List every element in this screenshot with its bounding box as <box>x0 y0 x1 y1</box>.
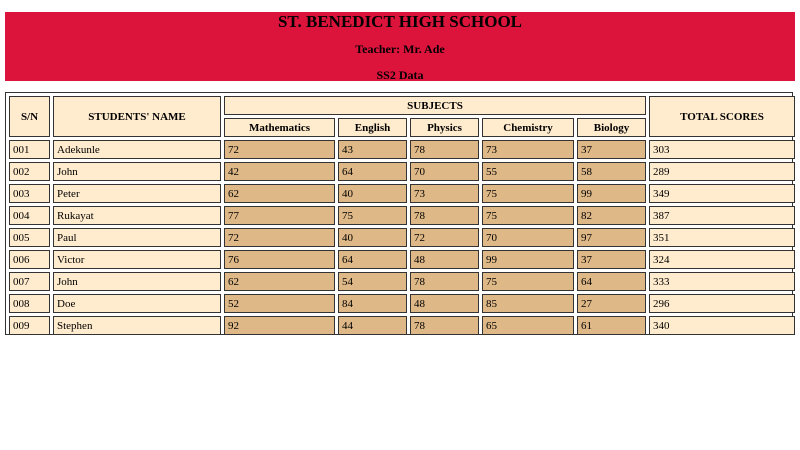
score-cell-mathematics: 62 <box>224 272 335 291</box>
table-row <box>9 184 795 203</box>
score-cell-chemistry: 55 <box>482 162 574 181</box>
student-name-cell: Paul <box>53 228 221 247</box>
total-score-cell: 296 <box>649 294 795 313</box>
class-name: SS2 Data <box>376 68 424 82</box>
score-cell-mathematics: 72 <box>224 140 335 159</box>
score-cell-chemistry: 75 <box>482 184 574 203</box>
sn-header: S/N <box>9 96 50 137</box>
score-cell-english: 43 <box>338 140 407 159</box>
score-cell-biology: 99 <box>577 184 646 203</box>
teacher-name: Teacher: Mr. Ade <box>355 42 445 56</box>
score-cell-biology: 37 <box>577 140 646 159</box>
score-cell-chemistry: 70 <box>482 228 574 247</box>
total-score-cell: 333 <box>649 272 795 291</box>
serial-number-cell: 004 <box>9 206 50 225</box>
student-name-cell: John <box>53 162 221 181</box>
student-name-cell: Peter <box>53 184 221 203</box>
serial-number-cell: 008 <box>9 294 50 313</box>
score-cell-mathematics: 77 <box>224 206 335 225</box>
score-cell-physics: 78 <box>410 206 479 225</box>
score-cell-physics: 70 <box>410 162 479 181</box>
scores-table-container <box>5 92 793 335</box>
score-cell-biology: 97 <box>577 228 646 247</box>
table-row <box>9 228 795 247</box>
score-cell-physics: 72 <box>410 228 479 247</box>
score-cell-physics: 78 <box>410 316 479 335</box>
score-cell-physics: 78 <box>410 140 479 159</box>
score-cell-english: 54 <box>338 272 407 291</box>
total-score-cell: 349 <box>649 184 795 203</box>
student-name-cell: Stephen <box>53 316 221 335</box>
subject-header-biology: Biology <box>577 118 646 137</box>
score-cell-english: 84 <box>338 294 407 313</box>
score-cell-biology: 82 <box>577 206 646 225</box>
score-cell-english: 44 <box>338 316 407 335</box>
student-name-cell: Doe <box>53 294 221 313</box>
score-cell-physics: 78 <box>410 272 479 291</box>
score-cell-english: 64 <box>338 250 407 269</box>
subject-header-mathematics: Mathematics <box>224 118 335 137</box>
total-score-cell: 351 <box>649 228 795 247</box>
score-cell-mathematics: 76 <box>224 250 335 269</box>
score-cell-english: 64 <box>338 162 407 181</box>
score-cell-physics: 48 <box>410 294 479 313</box>
score-cell-physics: 73 <box>410 184 479 203</box>
score-cell-biology: 58 <box>577 162 646 181</box>
subject-header-physics: Physics <box>410 118 479 137</box>
serial-number-cell: 009 <box>9 316 50 335</box>
table-row <box>9 272 795 291</box>
total-score-cell: 289 <box>649 162 795 181</box>
total-score-cell: 303 <box>649 140 795 159</box>
student-name-header: STUDENTS' NAME <box>53 96 221 137</box>
score-cell-mathematics: 72 <box>224 228 335 247</box>
serial-number-cell: 001 <box>9 140 50 159</box>
student-name-cell: Rukayat <box>53 206 221 225</box>
score-cell-mathematics: 92 <box>224 316 335 335</box>
score-cell-mathematics: 62 <box>224 184 335 203</box>
subjects-header: SUBJECTS <box>224 96 646 115</box>
serial-number-cell: 006 <box>9 250 50 269</box>
score-cell-physics: 48 <box>410 250 479 269</box>
table-row <box>9 206 795 225</box>
total-scores-header: TOTAL SCORES <box>649 96 795 137</box>
student-name-cell: Adekunle <box>53 140 221 159</box>
score-cell-chemistry: 75 <box>482 206 574 225</box>
score-cell-mathematics: 42 <box>224 162 335 181</box>
score-cell-chemistry: 73 <box>482 140 574 159</box>
score-cell-biology: 64 <box>577 272 646 291</box>
scores-table-body <box>9 140 795 335</box>
total-score-cell: 340 <box>649 316 795 335</box>
score-cell-mathematics: 52 <box>224 294 335 313</box>
student-name-cell: Victor <box>53 250 221 269</box>
serial-number-cell: 005 <box>9 228 50 247</box>
score-cell-biology: 27 <box>577 294 646 313</box>
student-name-cell: John <box>53 272 221 291</box>
score-cell-biology: 61 <box>577 316 646 335</box>
score-cell-english: 75 <box>338 206 407 225</box>
score-cell-english: 40 <box>338 228 407 247</box>
score-cell-chemistry: 99 <box>482 250 574 269</box>
table-row <box>9 140 795 159</box>
score-cell-chemistry: 85 <box>482 294 574 313</box>
total-score-cell: 324 <box>649 250 795 269</box>
table-row <box>9 316 795 335</box>
scores-table <box>6 93 798 338</box>
school-name: ST. BENEDICT HIGH SCHOOL <box>277 12 523 31</box>
score-cell-biology: 37 <box>577 250 646 269</box>
serial-number-cell: 003 <box>9 184 50 203</box>
table-row <box>9 294 795 313</box>
total-score-cell: 387 <box>649 206 795 225</box>
score-cell-chemistry: 75 <box>482 272 574 291</box>
subject-header-chemistry: Chemistry <box>482 118 574 137</box>
school-header <box>5 12 795 81</box>
serial-number-cell: 007 <box>9 272 50 291</box>
table-row <box>9 250 795 269</box>
table-row <box>9 162 795 181</box>
serial-number-cell: 002 <box>9 162 50 181</box>
subject-header-english: English <box>338 118 407 137</box>
score-cell-chemistry: 65 <box>482 316 574 335</box>
score-cell-english: 40 <box>338 184 407 203</box>
